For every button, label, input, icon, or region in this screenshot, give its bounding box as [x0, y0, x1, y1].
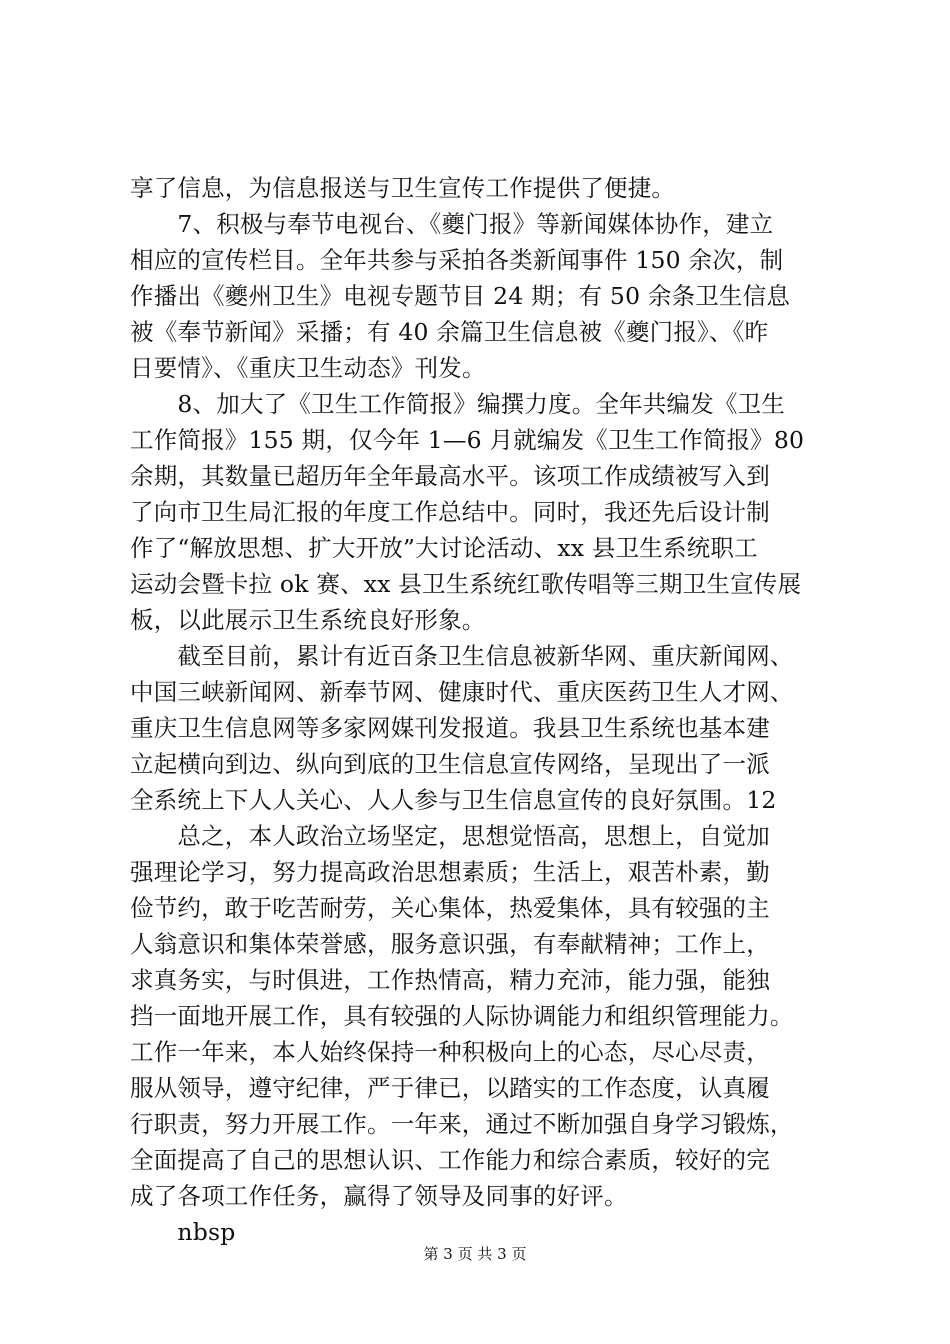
- text-line: 立起横向到边、纵向到底的卫生信息宣传网络，呈现出了一派: [130, 750, 770, 778]
- text-line: 强理论学习，努力提高政治思想素质；生活上，艰苦朴素，勤: [130, 858, 770, 886]
- text-line: 工作简报》155 期，仅今年 1—6 月就编发《卫生工作简报》80: [130, 426, 805, 454]
- text-line: 重庆卫生信息网等多家网媒刊发报道。我县卫生系统也基本建: [130, 714, 770, 742]
- text-line: 服从领导，遵守纪律，严于律已，以踏实的工作态度，认真履: [130, 1074, 770, 1102]
- text-line: 工作一年来，本人始终保持一种积极向上的心态，尽心尽责，: [130, 1038, 770, 1066]
- text-line: 成了各项工作任务，赢得了领导及同事的好评。: [130, 1182, 628, 1210]
- body-text: [130, 170, 842, 1250]
- text-line: 全面提高了自己的思想认识、工作能力和综合素质，较好的完: [130, 1146, 770, 1174]
- text-line: 板，以此展示卫生系统良好形象。: [130, 606, 486, 634]
- text-line: 俭节约，敢于吃苦耐劳，关心集体，热爱集体，具有较强的主: [130, 894, 770, 922]
- text-line: 作播出《夔州卫生》电视专题节目 24 期；有 50 余条卫生信息: [130, 282, 791, 310]
- text-line: 挡一面地开展工作，具有较强的人际协调能力和组织管理能力。: [130, 1002, 794, 1030]
- text-line: 被《奉节新闻》采播；有 40 余篇卫生信息被《夔门报》、《昨: [130, 318, 769, 346]
- text-line: 8、加大了《卫生工作简报》编撰力度。全年共编发《卫生: [130, 390, 786, 418]
- text-line: 享了信息，为信息报送与卫生宣传工作提供了便捷。: [130, 174, 676, 202]
- page-number-footer: 第 3 页 共 3 页: [423, 1245, 527, 1263]
- text-line: 行职责，努力开展工作。一年来，通过不断加强自身学习锻炼，: [130, 1110, 794, 1138]
- text-line: 运动会暨卡拉 ok 赛、xx 县卫生系统红歌传唱等三期卫生宣传展: [130, 570, 802, 598]
- text-line: 相应的宣传栏目。全年共参与采拍各类新闻事件 150 余次，制: [130, 246, 784, 274]
- text-line: 截至目前，累计有近百条卫生信息被新华网、重庆新闻网、: [130, 642, 794, 670]
- text-line: 求真务实，与时俱进，工作热情高，精力充沛，能力强，能独: [130, 966, 770, 994]
- text-line: 总之，本人政治立场坚定，思想觉悟高，思想上，自觉加: [130, 822, 770, 850]
- text-line: 7、积极与奉节电视台、《夔门报》等新闻媒体协作，建立: [130, 210, 774, 238]
- text-line: 中国三峡新闻网、新奉节网、健康时代、重庆医药卫生人才网、: [130, 678, 794, 706]
- text-line: 全系统上下人人关心、人人参与卫生信息宣传的良好氛围。12: [130, 786, 777, 814]
- text-line: 日要情》、《重庆卫生动态》刊发。: [130, 354, 486, 382]
- text-line: 了向市卫生局汇报的年度工作总结中。同时，我还先后设计制: [130, 498, 770, 526]
- text-line: 作了“解放思想、扩大开放”大讨论活动、xx 县卫生系统职工: [130, 534, 758, 562]
- text-line: 余期，其数量已超历年全年最高水平。该项工作成绩被写入到: [130, 462, 770, 490]
- text-line: nbsp: [130, 1218, 236, 1246]
- text-line: 人翁意识和集体荣誉感，服务意识强，有奉献精神；工作上，: [130, 930, 770, 958]
